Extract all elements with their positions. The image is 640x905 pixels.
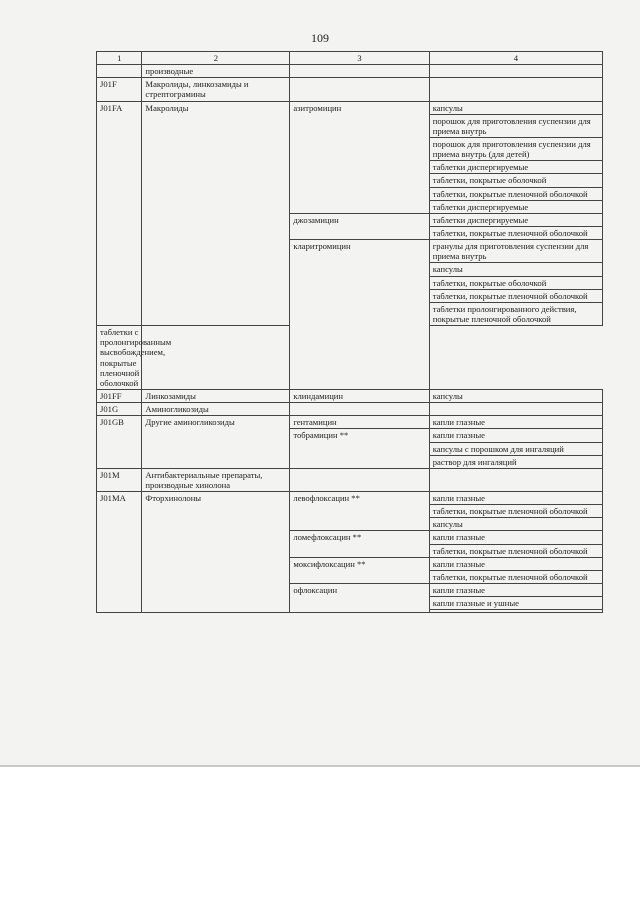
table-cell: таблетки, покрытые пленочной оболочкой [429,187,602,200]
table-cell [290,403,429,416]
table-cell [97,65,142,78]
page-number: 109 [311,31,329,45]
column-number: 2 [142,52,290,65]
table-cell [290,65,429,78]
table-cell: таблетки, покрытые пленочной оболочкой [429,544,602,557]
table-cell [429,403,602,416]
table-cell: джозамицин [290,213,429,239]
table-cell: капсулы [429,389,602,402]
table-cell: капсулы [429,263,602,276]
table-cell: таблетки диспергируемые [429,200,602,213]
table-cell: J01GB [97,416,142,469]
table-cell: Антибактериальные препараты, производные хинолона [142,468,290,491]
table-cell: таблетки, покрытые пленочной оболочкой [429,505,602,518]
table-cell: производные [142,65,290,78]
table-cell: гранулы для приготовления суспензии для приема внутрь [429,240,602,263]
table-cell: капсулы [429,101,602,114]
table-row [97,403,603,416]
table-cell: J01FF [97,389,142,402]
table-cell: J01M [97,468,142,491]
column-number: 1 [97,52,142,65]
table-cell: капли глазные [429,584,602,597]
column-number: 4 [429,52,602,65]
drug-table [96,51,603,613]
table-cell: капли глазные [429,557,602,570]
table-cell [429,468,602,491]
table-row [97,389,603,402]
table-cell: таблетки, покрытые пленочной оболочкой [429,570,602,583]
table-cell: Фторхинолоны [142,492,290,613]
table-row [97,78,603,101]
table-cell: таблетки с пролонгированным высвобождением, покрытые пленочной оболочкой [97,326,142,390]
table-cell: капли глазные и ушные [429,597,602,610]
table-cell: капли глазные [429,531,602,544]
table-cell: капсулы [429,518,602,531]
table-cell: Макролиды, линкозамиды и стрептограмины [142,78,290,101]
table-row [97,492,603,505]
table-cell: Другие аминогликозиды [142,416,290,469]
table-cell: левофлоксацин ** [290,492,429,531]
table-cell: кларитромицин [290,240,429,390]
table-cell [429,610,602,613]
table-cell: таблетки, покрытые пленочной оболочкой [429,226,602,239]
table-cell: капли глазные [429,416,602,429]
table-cell: азитромицин [290,101,429,213]
table-cell: Линкозамиды [142,389,290,402]
table-cell [290,468,429,491]
table-row [97,101,603,114]
column-number: 3 [290,52,429,65]
table-cell: тобрамицин ** [290,429,429,468]
table-cell: ломефлоксацин ** [290,531,429,557]
table-cell: гентамицин [290,416,429,429]
table-cell: таблетки диспергируемые [429,161,602,174]
table-cell: раствор для ингаляций [429,455,602,468]
table-cell: порошок для приготовления суспензии для приема внутрь (для детей) [429,137,602,160]
table-cell: Аминогликозиды [142,403,290,416]
table-cell: J01G [97,403,142,416]
table-cell: капли глазные [429,429,602,442]
table-cell: моксифлоксацин ** [290,557,429,583]
table-cell: капли глазные [429,492,602,505]
table-cell [429,78,602,101]
table-cell: Макролиды [142,101,290,326]
table-cell: таблетки пролонгированного действия, покрытые пленочной оболочкой [429,302,602,325]
table-cell: таблетки, покрытые пленочной оболочкой [429,289,602,302]
table-cell: J01F [97,78,142,101]
table-cell: капсулы с порошком для ингаляций [429,442,602,455]
table-row [97,468,603,491]
table-row [97,65,603,78]
table-cell [290,78,429,101]
table-cell: J01MA [97,492,142,613]
table-cell [429,65,602,78]
table-header-row [97,52,603,65]
table-cell: офлоксацин [290,584,429,613]
table-cell: таблетки, покрытые оболочкой [429,276,602,289]
table-row [97,416,603,429]
table-cell: клиндамицин [290,389,429,402]
table-cell: порошок для приготовления суспензии для приема внутрь [429,114,602,137]
table-cell: таблетки, покрытые оболочкой [429,174,602,187]
table-cell: таблетки диспергируемые [429,213,602,226]
table-cell: J01FA [97,101,142,326]
